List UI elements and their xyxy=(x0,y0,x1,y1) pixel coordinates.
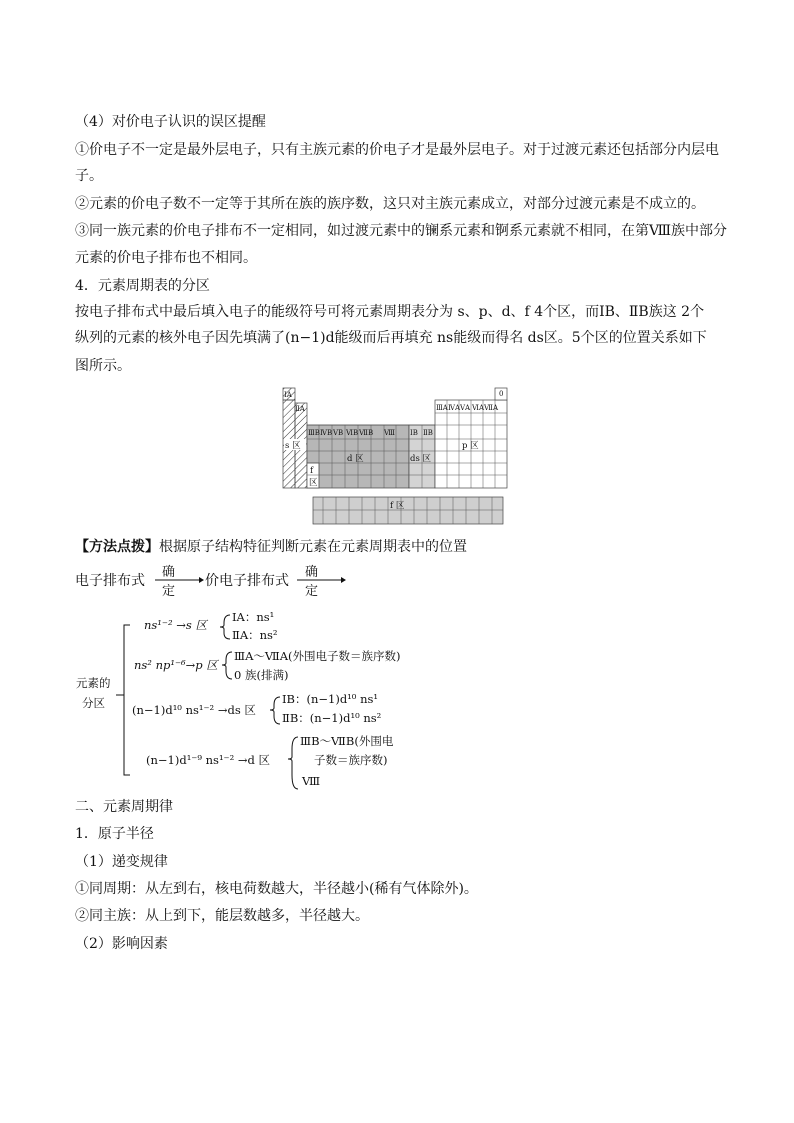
section4-para3-line2: 元素的价电子排布也不相同。 xyxy=(75,250,257,266)
tree-p-config: ns² np¹⁻⁶→p 区 xyxy=(134,658,218,672)
flow-arrow-1 xyxy=(153,575,205,585)
method-title-bracket: 【方法点拨】 xyxy=(75,539,159,555)
tree-s-IA: ⅠA：ns¹ xyxy=(232,610,275,624)
flow-arrow-2 xyxy=(295,575,347,585)
label-VIA: ⅥA xyxy=(472,404,485,412)
tree-ds-IIB: ⅡB：(n−1)d¹⁰ ns² xyxy=(282,711,382,725)
label-IB: ⅠB xyxy=(410,429,418,437)
label-IA: ⅠA xyxy=(284,391,292,399)
label-p-region: p 区 xyxy=(462,441,479,451)
section4-para3-line1: ③同一族元素的价电子排布不一定相同，如过渡元素中的镧系元素和锕系元素就不相同，在第Ⅷ族中部分 xyxy=(75,223,728,239)
label-ds-region: ds 区 xyxy=(410,454,432,464)
tree-root-line2: 分区 xyxy=(82,696,105,710)
label-f-small-2: 区 xyxy=(309,478,318,488)
section4-para2: ②元素的价电子数不一定等于其所在族的族序数，这只对主族元素成立，对部分过渡元素是不成立的。 xyxy=(75,196,705,212)
tree-root-line1: 元素的 xyxy=(76,676,111,690)
partition-para-line2: 纵列的元素的核外电子因先填满了(n−1)d能级而后再填充 ns能级而得名 ds区。5个区的位置关系如下 xyxy=(75,330,707,346)
label-IVA: ⅣA xyxy=(448,404,461,412)
partition-para-line3: 图所示。 xyxy=(75,358,131,374)
label-VIIA: ⅦA xyxy=(484,404,499,412)
flow-confirm-1: 确定 xyxy=(162,565,176,599)
section2-sub1: 1．原子半径 xyxy=(75,826,154,842)
label-IIIB: ⅢB xyxy=(308,429,320,437)
label-VB: ⅤB xyxy=(333,429,344,437)
section4-para1-line2: 子。 xyxy=(75,168,103,184)
section2-sub1a: （1）递变规律 xyxy=(75,854,168,870)
periodic-table-partition-figure xyxy=(280,385,515,530)
tree-ds-IB: ⅠB：(n−1)d¹⁰ ns¹ xyxy=(282,692,378,706)
label-f-small-1: f xyxy=(310,466,314,476)
label-VIII: Ⅷ xyxy=(384,429,396,437)
partition-heading: 4．元素周期表的分区 xyxy=(75,278,210,294)
partition-tree xyxy=(72,605,432,795)
label-O: 0 xyxy=(499,390,504,398)
label-IIA: ⅡA xyxy=(295,405,305,413)
tree-d-groups-line1: ⅢB～ⅦB(外围电 xyxy=(300,734,394,748)
tree-s-IIA: ⅡA：ns² xyxy=(232,628,278,642)
tree-ds-config: (n−1)d¹⁰ ns¹⁻² →ds 区 xyxy=(132,703,256,717)
tree-p-groups: ⅢA～ⅦA(外围电子数＝族序数) xyxy=(234,649,401,663)
tree-d-groups-line2: 子数＝族序数) xyxy=(314,753,388,767)
flow-valence-config: 价电子排布式 xyxy=(205,573,289,589)
partition-para-line1: 按电子排布式中最后填入电子的能级符号可将元素周期表分为 s、p、d、f 4个区，而ⅠB、ⅡB族这 2个 xyxy=(75,304,705,320)
section4-para1-line1: ①价电子不一定是最外层电子，只有主族元素的价电子才是最外层电子。对于过渡元素还包括部分内层电 xyxy=(75,142,719,158)
method-title xyxy=(75,537,467,557)
section2-heading: 二、元素周期律 xyxy=(75,799,173,815)
section2-sub1b: （2）影响因素 xyxy=(75,936,168,952)
label-IVB: ⅣB xyxy=(320,429,333,437)
label-d-region: d 区 xyxy=(347,454,364,464)
label-s-region: s 区 xyxy=(285,441,301,451)
method-title-text: 根据原子结构特征判断元素在元素周期表中的位置 xyxy=(159,539,467,555)
tree-s-config: ns¹⁻² →s 区 xyxy=(144,618,207,632)
flow-electron-config: 电子排布式 xyxy=(75,573,145,589)
label-IIB: ⅡB xyxy=(423,429,433,437)
section2-rule1: ①同周期：从左到右，核电荷数越大，半径越小(稀有气体除外)。 xyxy=(75,881,478,897)
tree-p-zero-group: 0 族(排满) xyxy=(234,668,289,682)
tree-d-config: (n−1)d¹⁻⁹ ns¹⁻² →d 区 xyxy=(146,753,271,767)
label-VIIB: ⅦB xyxy=(359,429,374,437)
label-VA: ⅤA xyxy=(460,404,471,412)
tree-d-VIII: Ⅷ xyxy=(302,774,321,788)
flow-confirm-2: 确定 xyxy=(305,565,319,599)
section4-heading: （4）对价电子认识的误区提醒 xyxy=(75,114,266,130)
section2-rule2: ②同主族：从上到下，能层数越多，半径越大。 xyxy=(75,908,369,924)
label-IIIA: ⅢA xyxy=(436,404,448,412)
label-f-region: f 区 xyxy=(390,501,405,511)
label-VIB: ⅥB xyxy=(346,429,359,437)
